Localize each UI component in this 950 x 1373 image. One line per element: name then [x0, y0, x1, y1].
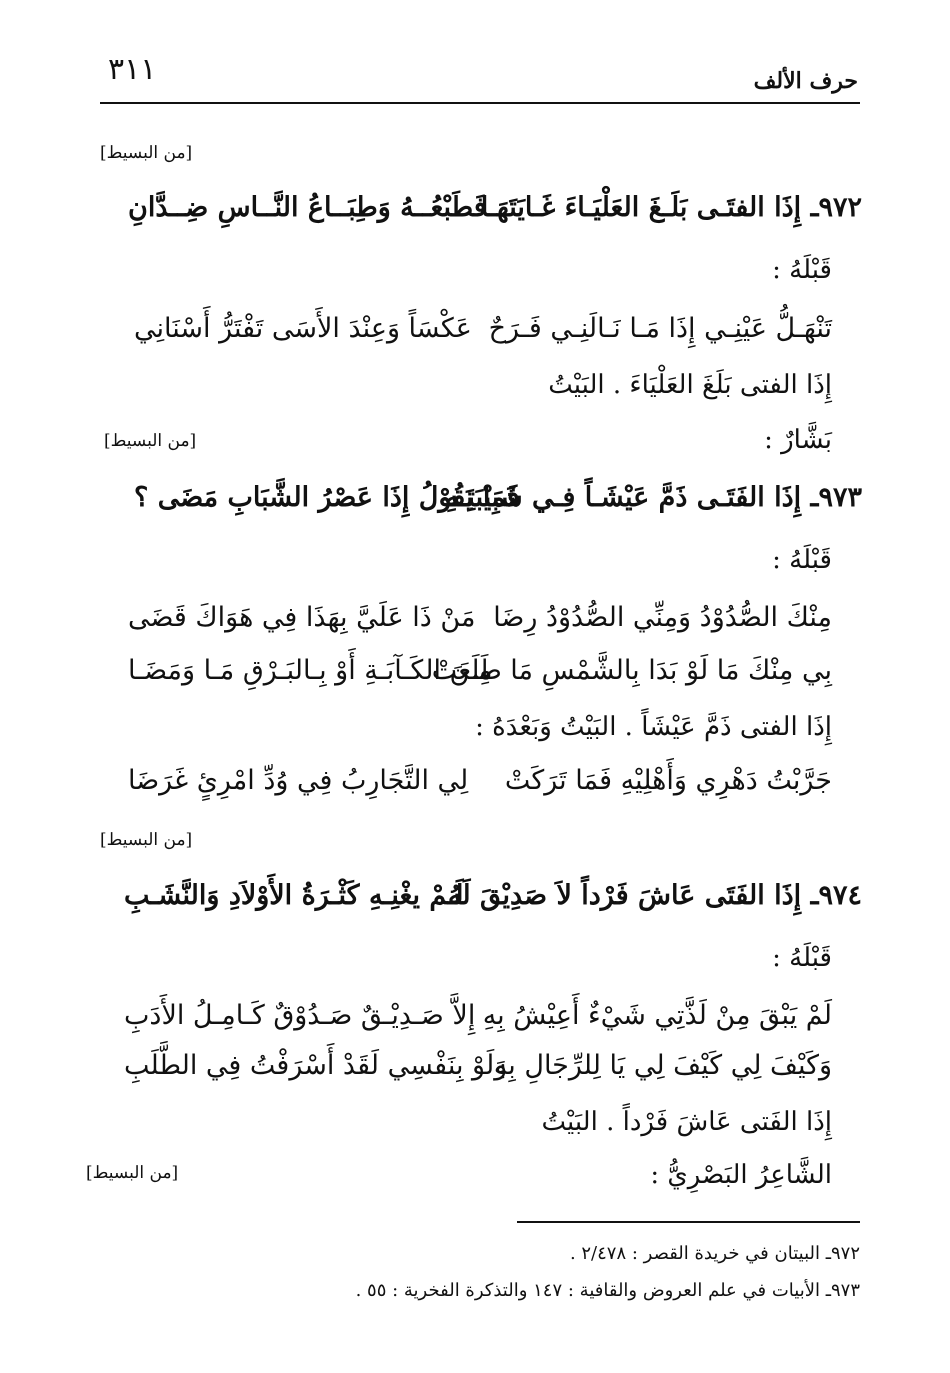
- qablahu-label: قَبْلَهُ :: [772, 255, 832, 285]
- verse-reference: إِذَا الفَتى عَاشَ فَرْداً . البَيْتُ: [541, 1107, 832, 1137]
- prev-verse-first-hemistich: تَنْهَـلُّ عَيْنِـي إِذَا مَـا نَـالَنِـي فَـرَحٌ: [488, 313, 832, 344]
- meter-label: [من البسيط]: [86, 1163, 179, 1183]
- next-verse-second-hemistich: لِي التَّجَارِبُ فِي وُدِّ امْرِئٍ غَرَضَا: [128, 765, 469, 796]
- verse-974-second-hemistich: لَـمْ يغْنِـهِ كَثْـرَةُ الأَوْلاَدِ وَالنَّشَـبِ: [124, 880, 464, 911]
- footnote-972: ٩٧٢ـ البيتان في خريدة القصر : ٢/٤٧٨ .: [569, 1243, 860, 1264]
- meter-label: [من البسيط]: [100, 143, 193, 163]
- prev-verse-2-first-hemistich: بِي مِنْكَ مَا لَوْ بَدَا بِالشَّمْسِ مَا طَلَعَتْ: [431, 655, 832, 686]
- verse-973-second-hemistich: فَمَا يَقُوْلُ إِذَا عَصْرُ الشَّبَابِ مَضَى ؟: [134, 482, 520, 513]
- prev-verse-second-hemistich: عَكْسَاً وَعِنْدَ الأَسَى تَفْتَرُّ أَسْنَانِي: [134, 313, 472, 344]
- poet-name: الشَّاعِرُ البَصْرِيُّ :: [650, 1160, 832, 1190]
- verse-reference: إِذَا الفتى بَلَغَ العَلْيَاءَ . البَيْتُ: [548, 370, 832, 400]
- verse-974-first-hemistich: ٩٧٤ـ إِذَا الفَتَى عَاشَ فَرْداً لاَ صَدِيْقَ لَهُ: [447, 880, 862, 911]
- prev-verse-1-second-hemistich: مَنْ ذَا عَلَيَّ بِهَذَا فِي هَوَاكَ قَضَى: [128, 602, 476, 633]
- verse-reference: إِذَا الفتى ذَمَّ عَيْشَاً . البَيْتُ وَبَعْدَهُ :: [475, 712, 832, 742]
- page-number: ٣١١: [108, 52, 157, 87]
- prev-verse-2-second-hemistich: وَلَوْ بِنَفْسِي لَقَدْ أَسْرَفْتُ فِي الطَّلَبِ: [124, 1050, 508, 1081]
- qablahu-label: قَبْلَهُ :: [772, 943, 832, 973]
- prev-verse-1-second-hemistich: إِلاَّ صَـدِيْـقٌ صَـدُوْقٌ كَـامِـلُ الأَدَبِ: [124, 1000, 476, 1031]
- prev-verse-2-second-hemistich: مِـنَ الكَـآبَـةِ أَوْ بِـالبَـرْقِ مَـا وَمَضَـا: [128, 655, 493, 686]
- poet-name: بَشَّارٌ :: [764, 425, 832, 455]
- verse-973-first-hemistich: ٩٧٣ـ إِذَا الفَتَـى ذَمَّ عَيْشَـاً فِـي شَبِيْبَتِـهِ: [445, 482, 862, 513]
- meter-label: [من البسيط]: [100, 830, 193, 850]
- footnote-973: ٩٧٣ـ الأبيات في علم العروض والقافية : ١٤٧ والتذكرة الفخرية : ٥٥ .: [355, 1280, 860, 1301]
- prev-verse-1-first-hemistich: لَمْ يَبْقَ مِنْ لَذَّتِي شَيْءٌ أَعِيْشُ بِهِ: [482, 1000, 832, 1031]
- verse-972-first-hemistich: ٩٧٢ـ إِذَا الفتَـى بَلَـغَ العَلْيَـاءَ غَـايَتَهَـا: [480, 192, 862, 223]
- next-verse-first-hemistich: جَرَّبْتُ دَهْرِي وَأَهْلِيْهِ فَمَا تَرَكَتْ: [504, 765, 832, 796]
- prev-verse-1-first-hemistich: مِنْكَ الصُّدُوْدُ وَمِنِّي الصُّدُوْدُ رِضَا: [493, 602, 832, 633]
- footnote-divider: [517, 1221, 860, 1223]
- header-divider: [100, 102, 860, 104]
- prev-verse-2-first-hemistich: وَكَيْفَ لِي كَيْفَ لِي يَا لِلرِّجَالِ بِهِ: [493, 1050, 832, 1081]
- qablahu-label: قَبْلَهُ :: [772, 545, 832, 575]
- verse-972-second-hemistich: فَطَبْعُــهُ وَطِبَــاعُ النَّــاسِ ضِــدَّانِ: [128, 192, 487, 223]
- meter-label: [من البسيط]: [104, 431, 197, 451]
- running-title: حرف الألف: [753, 68, 858, 94]
